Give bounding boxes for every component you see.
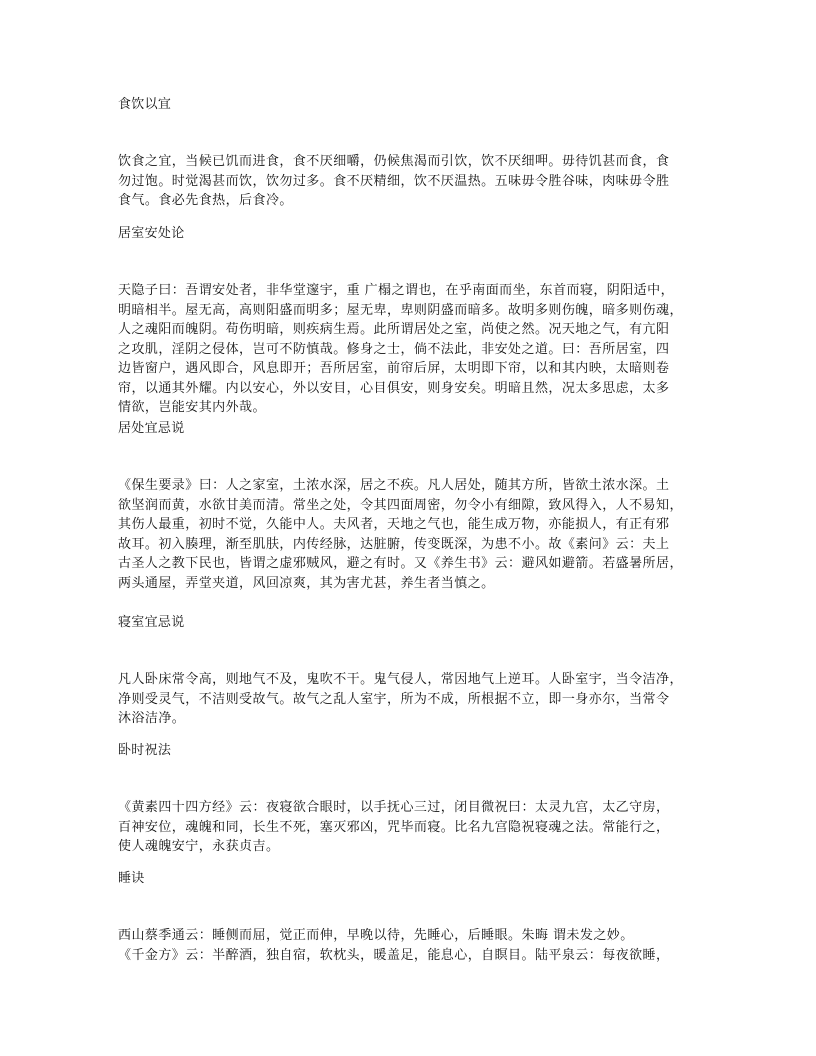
text-line: 人之魂阳而魄阴。苟伤明暗，则疾病生焉。此所谓居处之室，尚使之然。况天地之气，有亢阳 xyxy=(118,322,670,337)
text-line: 饮食之宜，当候已饥而进食，食不厌细嚼，仍候焦渴而引饮，饮不厌细呷。毋待饥甚而食，食 xyxy=(118,154,670,169)
text-line: 边皆窗户，遇风即合，风息即开；吾所居室，前帘后屏，太明即下帘，以和其内映，太暗则卷 xyxy=(118,361,670,376)
section-body-bedroom xyxy=(118,670,718,729)
text-line: 故耳。初入腠理，渐至肌肤，内传经脉，达脏腑，传变既深，为患不小。故《素问》云：夫上 xyxy=(118,536,670,552)
text-line: 《保生要录》曰：人之家室，土浓水深，居之不疾。凡人居处，随其方所，皆欲土浓水深。土 xyxy=(118,478,670,493)
text-line: 欲坚润而黄，水欲甘美而清。常坐之处，令其四面周密，勿令小有细隙，致风得入，人不易知， xyxy=(118,497,683,513)
text-line: 《千金方》云：半醉酒，独自宿，软枕头，暖盖足，能息心，自瞑目。陆平泉云：每夜欲睡， xyxy=(118,947,670,963)
text-line: 帘，以通其外耀。内以安心，外以安目，心目俱安，则身安矣。明暗且然，况太多思虑，太多 xyxy=(118,380,670,396)
section-heading-residence: 居处宜忌说 xyxy=(118,421,185,436)
section-heading-dwelling: 居室安处论 xyxy=(118,226,185,241)
text-line: 天隐子曰：吾谓安处者，非华堂邃宇，重 广榻之谓也，在乎南面而坐，东首而寝，阴阳适中， xyxy=(118,283,675,298)
text-line: 之攻肌，淫阴之侵体，岂可不防慎哉。修身之士，倘不法此，非安处之道。曰：吾所居室，四 xyxy=(118,341,670,357)
text-line: 其伤人最重，初时不觉，久能中人。夫风者，天地之气也，能生成万物，亦能损人，有正有邪 xyxy=(118,517,670,532)
section-body-dwelling xyxy=(118,281,718,418)
section-heading-diet: 食饮以宜 xyxy=(118,97,172,112)
text-line: 沐浴洁净。 xyxy=(118,711,186,726)
section-body-bedtime-incantation xyxy=(118,798,718,857)
text-line: 食气。食必先食热，后食冷。 xyxy=(118,193,293,208)
section-body-diet xyxy=(118,152,718,211)
text-line: 勿过饱。时觉渴甚而饮，饮勿过多。食不厌精细，饮不厌温热。五味毋令胜谷味，肉味毋令胜 xyxy=(118,173,670,189)
section-body-sleep-tips xyxy=(118,926,718,965)
text-line: 古圣人之教下民也，皆谓之虚邪贼风，避之有时。又《养生书》云：避风如避箭。若盛暑所居， xyxy=(118,556,683,571)
text-line: 西山蔡季通云：睡侧而屈，觉正而伸，早晚以待，先睡心，后睡眼。朱晦 谓未发之妙。 xyxy=(118,928,634,943)
text-line: 《黄素四十四方经》云：夜寝欲合眼时，以手抚心三过，闭目微祝曰：太灵九宫，太乙守房， xyxy=(118,800,670,815)
section-heading-sleep-tips: 睡诀 xyxy=(118,871,145,886)
section-heading-bedroom: 寝室宜忌说 xyxy=(118,615,185,630)
text-line: 百神安位，魂魄和同，长生不死，塞灭邪凶，咒毕而寝。比名九宫隐祝寝魂之法。常能行之， xyxy=(118,819,670,835)
text-line: 凡人卧床常令高，则地气不及，鬼吹不干。鬼气侵人，常因地气上逆耳。人卧室宇，当令洁净， xyxy=(118,672,683,687)
text-line: 情欲，岂能安其内外哉。 xyxy=(118,400,266,415)
section-heading-bedtime-incantation: 卧时祝法 xyxy=(118,743,172,758)
text-line: 明暗相半。屋无高，高则阳盛而明多；屋无卑，卑则阴盛而暗多。故明多则伤魄，暗多则伤魂， xyxy=(118,302,683,318)
text-line: 使人魂魄安宁，永获贞吉。 xyxy=(118,839,280,854)
text-line: 两头通屋，弄堂夹道，风回凉爽，其为害尤甚，养生者当慎之。 xyxy=(118,575,495,591)
text-line: 净则受灵气，不洁则受故气。故气之乱人室宇，所为不成，所根据不立，即一身亦尔，当常令 xyxy=(118,691,670,707)
section-body-residence xyxy=(118,476,718,593)
